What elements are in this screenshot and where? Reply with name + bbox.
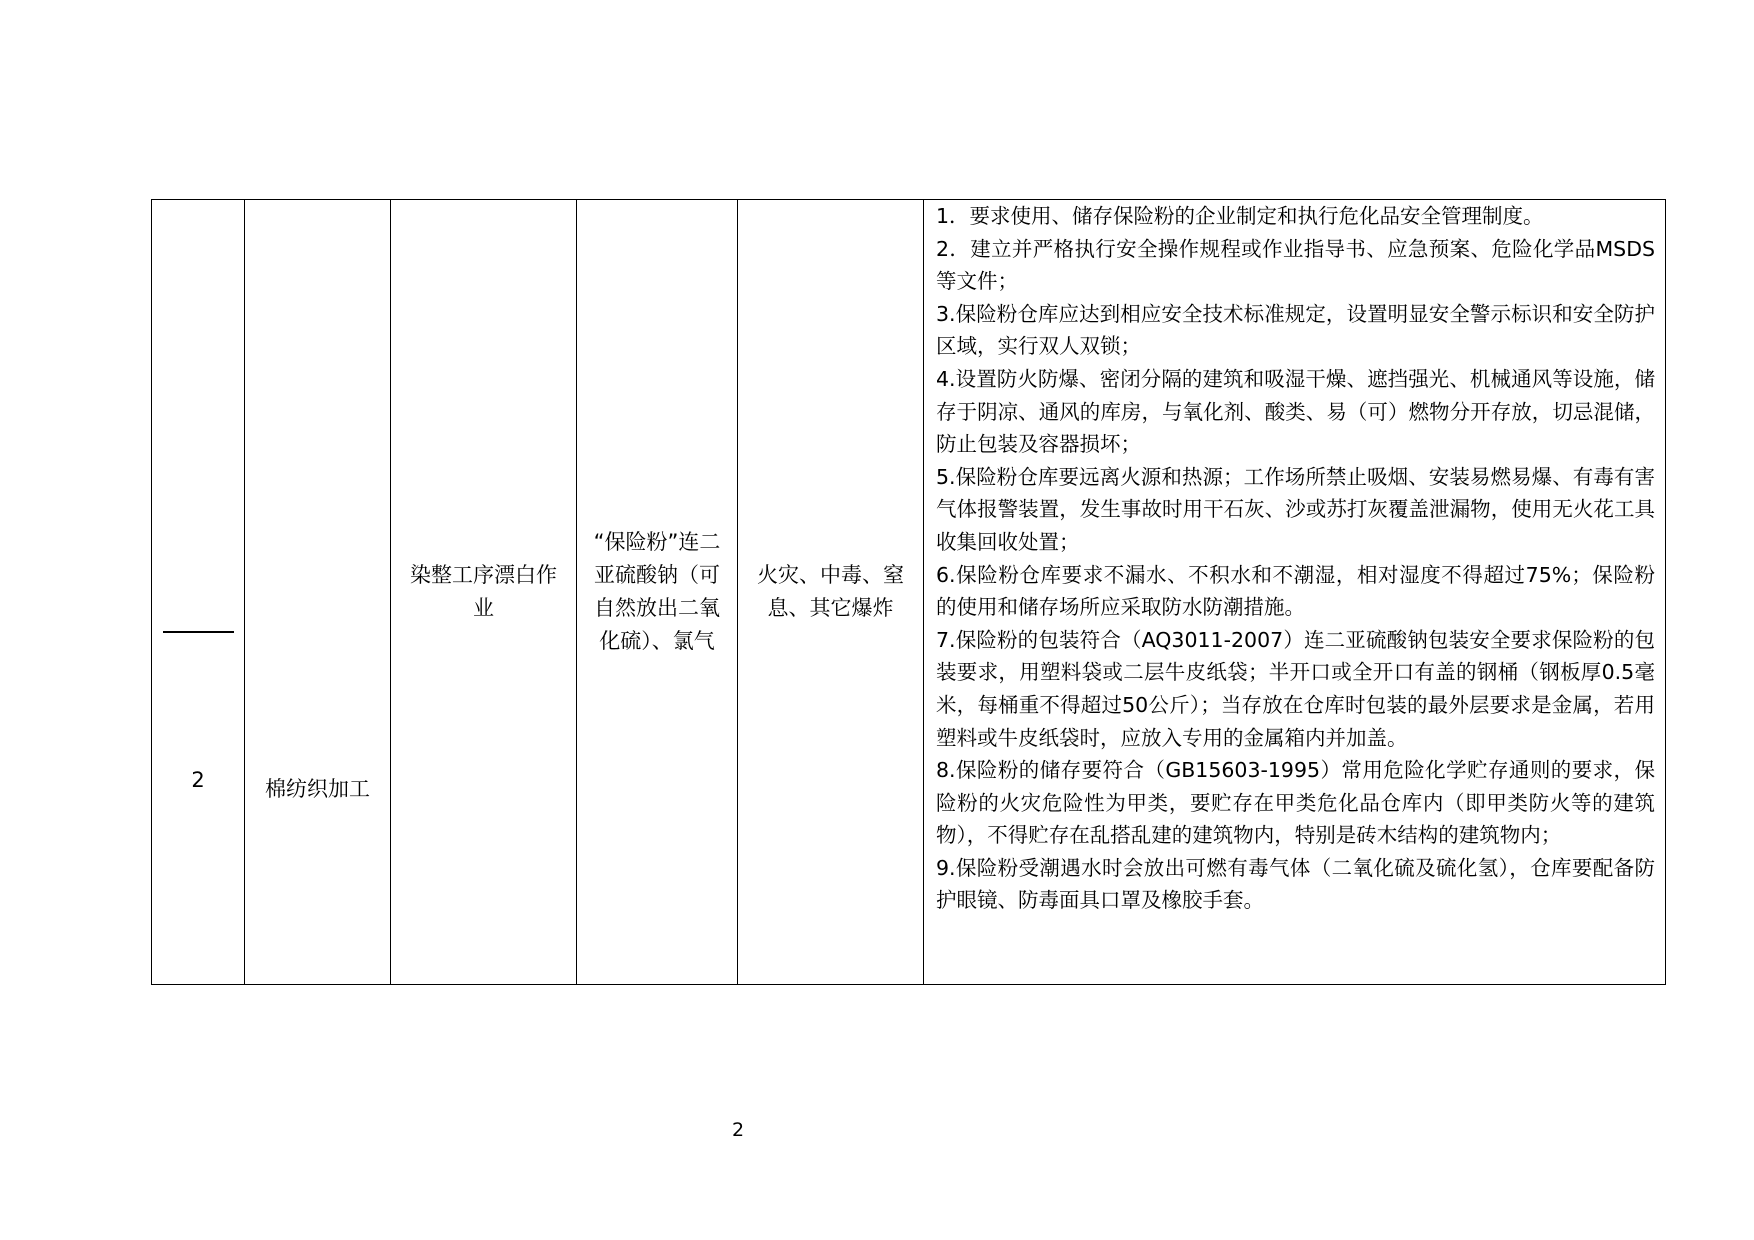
hazard-cell <box>738 200 924 984</box>
measures-list <box>936 200 1655 917</box>
measure-item: 5.保险粉仓库要远离火源和热源；工作场所禁止吸烟、安装易燃易爆、有毒有害气体报警装置，发生事故时用干石灰、沙或苏打灰覆盖泄漏物，使用无火花工具收集回收处置； <box>936 464 1655 554</box>
process-name: 染整工序漂白作业 <box>410 563 557 620</box>
measure-item: 9.保险粉受潮遇水时会放出可燃有毒气体（二氧化硫及硫化氢），仓库要配备防护眼镜、防毒面具口罩及橡胶手套。 <box>936 855 1655 913</box>
process-cell <box>391 200 577 984</box>
page-number: 2 <box>731 1119 745 1141</box>
measures-cell <box>924 200 1665 984</box>
measure-item: 7.保险粉的包装符合（AQ3011-2007）连二亚硫酸钠包装安全要求保险粉的包装要求，用塑料袋或二层牛皮纸袋；半开口或全开口有盖的钢桶（钢板厚0.5毫米，每桶重不得超过50公斤）；当存放在仓库时包装的最外层要求是金属，若用塑料或牛皮纸袋时，应放入专用的金属箱内并加盖。 <box>936 627 1655 750</box>
measure-item: 1．要求使用、储存保险粉的企业制定和执行危化品安全管理制度。 <box>936 204 1544 228</box>
industry-cell <box>245 200 391 984</box>
measure-item: 3.保险粉仓库应达到相应安全技术标准规定，设置明显安全警示标识和安全防护区域，实行双人双锁； <box>936 301 1655 359</box>
merged-cell-dash <box>163 631 234 633</box>
industry-name: 棉纺织加工 <box>265 777 370 801</box>
index-cell <box>152 200 245 984</box>
hazard-types: 火灾、中毒、窒息、其它爆炸 <box>757 563 904 620</box>
measure-item: 8.保险粉的储存要符合（GB15603-1995）常用危险化学贮存通则的要求，保险粉的火灾危险性为甲类，要贮存在甲类危化品仓库内（即甲类防火等的建筑物），不得贮存在乱搭乱建的建筑物内，特别是砖木结构的建筑物内； <box>936 758 1655 848</box>
measure-item: 4.设置防火防爆、密闭分隔的建筑和吸湿干燥、遮挡强光、机械通风等设施，储存于阴凉、通风的库房，与氧化剂、酸类、易（可）燃物分开存放，切忌混储，防止包装及容器损坏； <box>936 366 1655 457</box>
measure-item: 6.保险粉仓库要求不漏水、不积水和不潮湿，相对湿度不得超过75%；保险粉的使用和储存场所应采取防水防潮措施。 <box>936 562 1655 620</box>
hazard-table <box>151 199 1666 985</box>
substance-cell <box>577 200 738 984</box>
measure-item: 2．建立并严格执行安全操作规程或作业指导书、应急预案、危险化学品MSDS等文件； <box>936 236 1655 294</box>
substance-text: “保险粉”连二亚硫酸钠（可自然放出二氧化硫）、氯气 <box>593 530 721 653</box>
row-index: 2 <box>191 768 205 792</box>
